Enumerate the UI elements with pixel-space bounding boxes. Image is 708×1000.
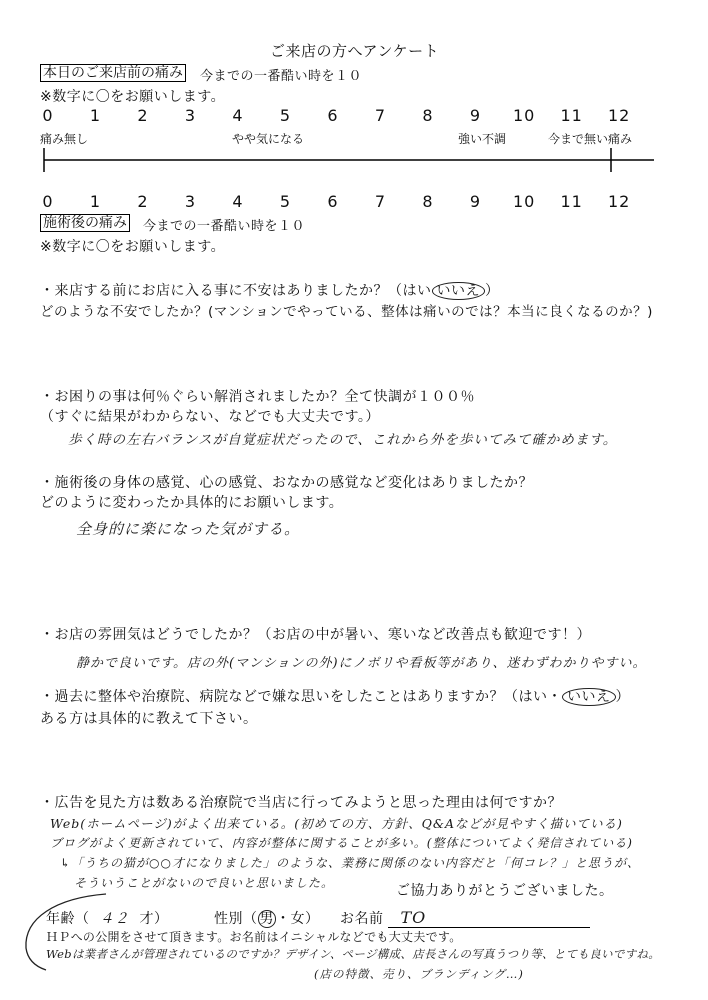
question-3-text: ・施術後の身体の感覚、心の感覚、おなかの感覚など変化はありましたか？ [40,475,533,491]
scale-number[interactable]: 7 [374,192,387,211]
question-1-sub: どのような不安でしたか？(マンションでやっている、整体は痛いのでは？本当に良くなるのか？) [40,304,653,320]
scale-number[interactable]: 10 [513,106,536,125]
scale-number[interactable]: 7 [374,106,387,125]
scale-number[interactable]: 4 [232,106,244,125]
scale-number[interactable]: 10 [513,192,536,211]
scale-number[interactable]: 2 [137,106,149,125]
question-5-answer-circled[interactable]: いいえ [562,688,616,706]
scale-number[interactable]: 12 [608,192,631,211]
question-4-answer: 静かで良いです。店の外(マンションの外)にノボリや看板等があり、迷わずわかりやすい。 [76,656,647,671]
age-field [46,908,169,928]
scale-number[interactable]: 2 [137,192,149,211]
hp-publish-note: ＨＰへの公開をさせて頂きます。お名前はイニシャルなどでも大丈夫です。 [46,930,462,944]
question-2-answer: 歩く時の左右バランスが自覚症状だったので、これから外を歩いてみて確かめます。 [68,432,618,448]
pain-scale-line [0,140,708,180]
question-3-sub: どのように変わったか具体的にお願いします。 [40,495,344,511]
scale-label-none: 痛み無し [40,132,89,146]
scale-number[interactable]: 1 [89,192,102,211]
scale-label-never: 今まで無い痛み [548,132,633,146]
question-5-sub: ある方は具体的に教えて下さい。 [40,711,258,727]
pain-before-label: 本日のご来店前の痛み [40,64,186,82]
scale-number[interactable]: 4 [232,192,244,211]
name-value[interactable]: TO [388,908,590,928]
scale-number[interactable]: 12 [608,106,631,125]
question-1-text: ・来店する前にお店に入る事に不安はありましたか？（はい [40,283,432,299]
question-5 [40,686,630,706]
gender-field [214,908,320,928]
scale-number[interactable]: 6 [327,192,339,211]
scale-number[interactable]: 3 [184,106,197,125]
page-title: ご来店の方へアンケート [270,42,440,60]
scale-number[interactable]: 3 [184,192,197,211]
scale-number[interactable]: 8 [422,192,434,211]
scale-numbers-bottom [38,192,631,211]
scale-number[interactable]: 11 [560,192,583,211]
scale-label-mid: やや気になる [232,132,305,146]
question-6-answer-line: ↳「うちの猫が○○才になりました」のような、業務に関係のない内容だと「何コレ？」と思うが、 [60,856,640,870]
question-2-text: ・お困りの事は何％ぐらい解消されましたか？全て快調が１００％ [40,389,475,405]
scale-number[interactable]: 11 [560,106,583,125]
pain-after-note: 今までの一番酷い時を１０ [143,219,306,234]
scale-numbers-top [38,106,631,125]
question-6-answer-line: そういうことがないので良いと思いました。 [74,876,335,890]
question-1-answer-circled[interactable]: いいえ [432,282,486,300]
pain-after-label: 施術後の痛み [40,214,130,232]
gender-male-circled[interactable]: 男 [259,911,274,927]
scale-number[interactable]: 0 [42,106,54,125]
pain-before-instruction: ※数字に〇をお願いします。 [40,89,226,105]
question-2-sub: （すぐに結果がわからない、などでも大丈夫です。） [40,409,380,425]
scale-label-strong: 強い不調 [458,132,507,146]
question-6-text: ・広告を見た方は数ある治療院で当店に行ってみようと思った理由は何ですか？ [40,795,562,811]
thanks-message: ご協力ありがとうございました。 [396,883,614,899]
pain-after-instruction: ※数字に〇をお願いします。 [40,239,226,255]
name-label: お名前 [340,911,384,927]
question-1 [40,280,500,300]
scale-number[interactable]: 9 [469,192,482,211]
scale-number[interactable]: 0 [42,192,54,211]
question-6-answer-line: ブログがよく更新されていて、内容が整体に関することが多い。(整体についてよく発信されている) [50,836,633,850]
question-5-text: ・過去に整体や治療院、病院などで嫌な思いをしたことはありますか？（はい・ [40,689,562,705]
scale-number[interactable]: 8 [422,106,434,125]
question-4-text: ・お店の雰囲気はどうでしたか？（お店の中が暑い、寒いなど改善点も歓迎です！） [40,627,591,643]
age-unit: 才） [139,911,169,927]
extra-comment-line-2: (店の特徴、売り、ブランディング…) [314,967,524,981]
pain-before-note: 今までの一番酷い時を１０ [200,69,363,84]
gender-label: 性別（ [214,911,258,927]
scale-number[interactable]: 5 [279,192,292,211]
scale-number[interactable]: 1 [89,106,102,125]
question-6-answer-line: Web(ホームページ)がよく出来ている。(初めての方、方針、Q&Aなどが見やすく描いている) [50,816,623,831]
age-value[interactable]: ４２ [99,911,130,927]
extra-comment-line-1: Webは業者さんが管理されているのですか？デザイン、ページ構成、店長さんの写真うつり等、とても良いですね。 [46,947,660,961]
question-1-close: ） [485,283,500,299]
gender-sep: ・女） [276,911,320,927]
question-5-close: ） [615,689,630,705]
scale-number[interactable]: 5 [279,106,292,125]
name-field [340,908,590,928]
question-3-answer: 全身的に楽になった気がする。 [76,520,301,538]
age-label: 年齢（ [46,911,90,927]
scale-number[interactable]: 9 [469,106,482,125]
scale-number[interactable]: 6 [327,106,339,125]
